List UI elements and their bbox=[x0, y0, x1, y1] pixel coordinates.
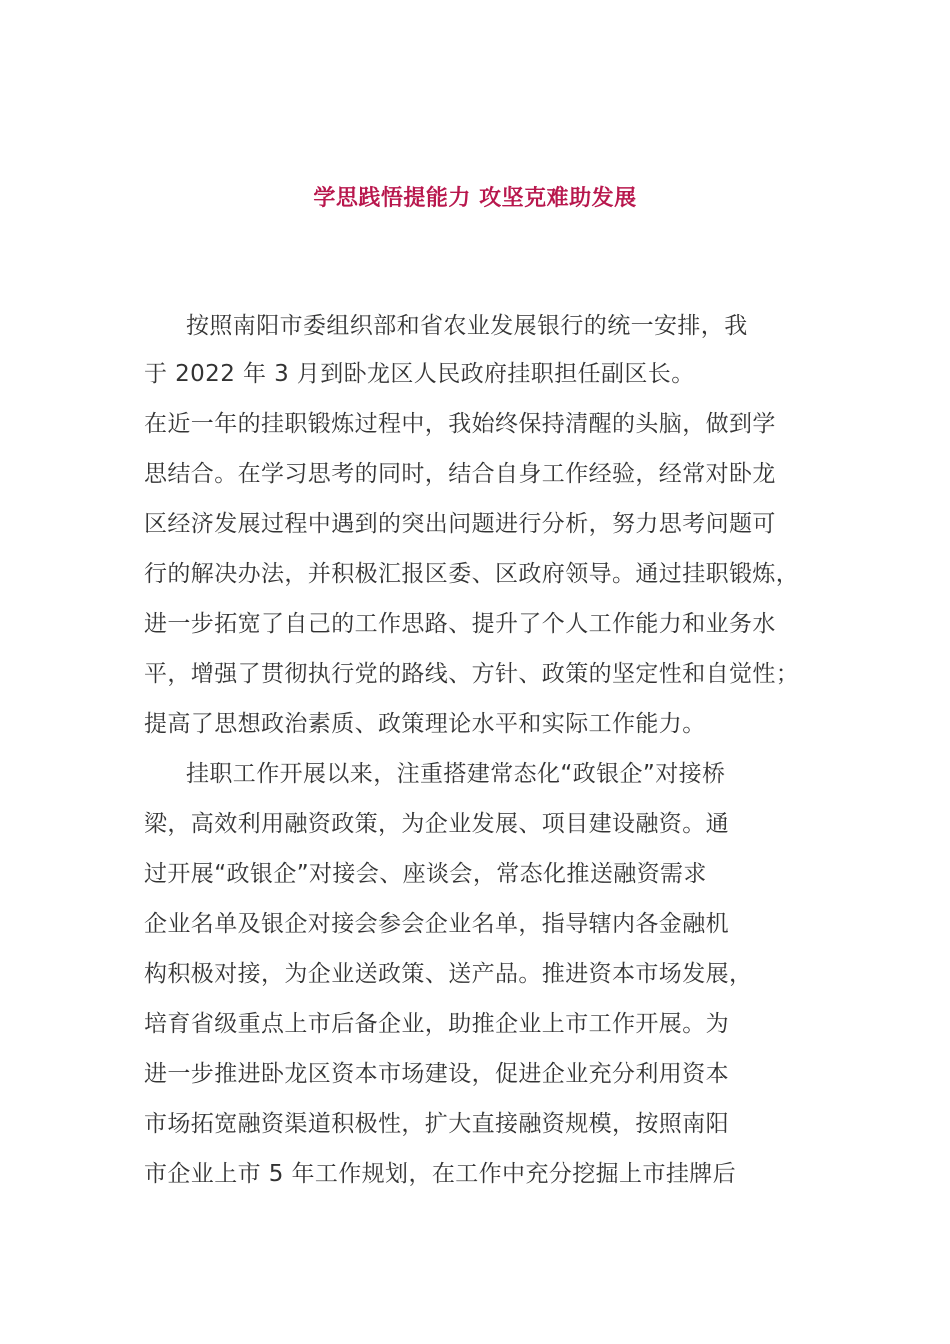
paragraph-line: 于 2022 年 3 月到卧龙区人民政府挂职担任副区长。 bbox=[144, 361, 695, 387]
paragraph-line: 培育省级重点上市后备企业，助推企业上市工作开展。为 bbox=[144, 1011, 729, 1037]
paragraph-line: 行的解决办法，并积极汇报区委、区政府领导。通过挂职锻炼， bbox=[144, 561, 800, 587]
paragraph-line: 市企业上市 5 年工作规划，在工作中充分挖掘上市挂牌后 bbox=[144, 1161, 737, 1187]
paragraph-line: 平，增强了贯彻执行党的路线、方针、政策的坚定性和自觉性； bbox=[144, 661, 800, 687]
paragraph-line: 思结合。在学习思考的同时，结合自身工作经验，经常对卧龙 bbox=[144, 461, 776, 487]
paragraph-line: 按照南阳市委组织部和省农业发展银行的统一安排，我 bbox=[186, 313, 748, 339]
paragraph-line: 过开展“政银企”对接会、座谈会，常态化推送融资需求 bbox=[144, 861, 707, 887]
paragraph-line: 进一步拓宽了自己的工作思路、提升了个人工作能力和业务水 bbox=[144, 611, 776, 637]
paragraph-line: 区经济发展过程中遇到的突出问题进行分析，努力思考问题可 bbox=[144, 511, 776, 537]
paragraph-line: 企业名单及银企对接会参会企业名单，指导辖内各金融机 bbox=[144, 911, 729, 937]
paragraph-line: 在近一年的挂职锻炼过程中，我始终保持清醒的头脑，做到学 bbox=[144, 411, 776, 437]
paragraph-line: 提高了思想政治素质、政策理论水平和实际工作能力。 bbox=[144, 711, 706, 737]
document-title: 学思践悟提能力 攻坚克难助发展 bbox=[313, 186, 637, 211]
paragraph-line: 市场拓宽融资渠道积极性，扩大直接融资规模，按照南阳 bbox=[144, 1111, 729, 1137]
paragraph-line: 挂职工作开展以来，注重搭建常态化“政银企”对接桥 bbox=[186, 761, 726, 787]
paragraph-line: 梁，高效利用融资政策，为企业发展、项目建设融资。通 bbox=[144, 811, 729, 837]
paragraph-line: 构积极对接，为企业送政策、送产品。推进资本市场发展， bbox=[144, 961, 753, 987]
paragraph-line: 进一步推进卧龙区资本市场建设，促进企业充分利用资本 bbox=[144, 1061, 729, 1087]
